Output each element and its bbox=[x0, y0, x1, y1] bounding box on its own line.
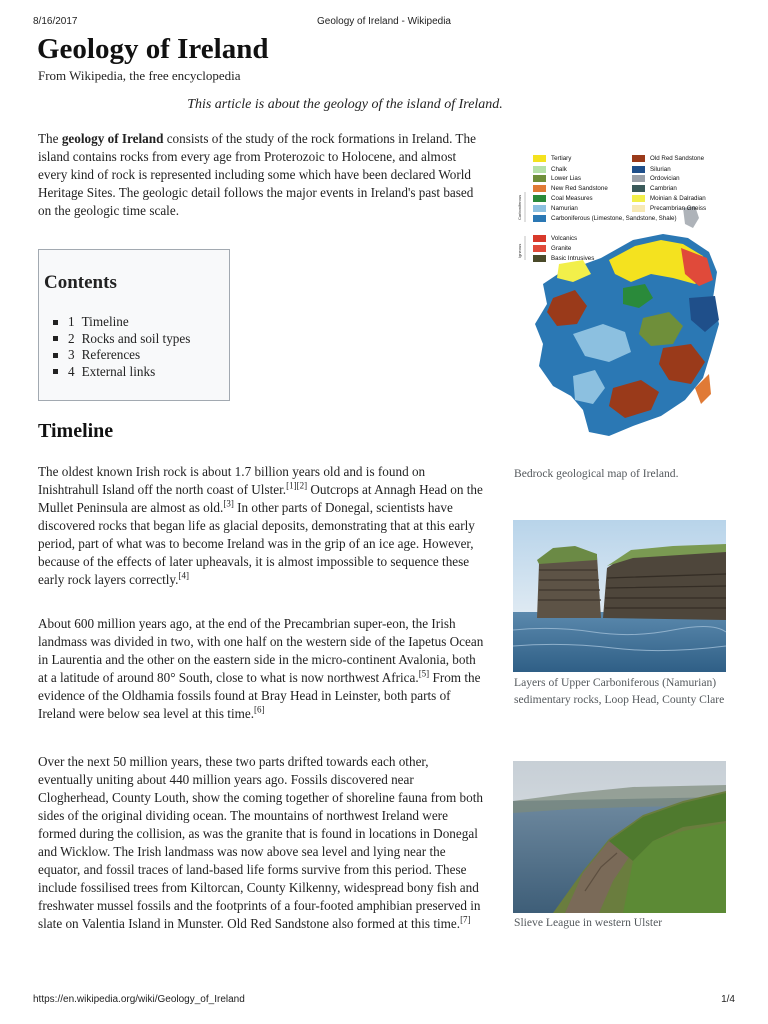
print-url: https://en.wikipedia.org/wiki/Geology_of_Ireland bbox=[33, 994, 245, 1005]
legend-silurian: Silurian bbox=[632, 166, 671, 173]
geological-map-figure[interactable] bbox=[513, 148, 726, 453]
bullet-icon bbox=[53, 353, 58, 358]
timeline-paragraph-3: Over the next 50 million years, these two parts drifted towards each other, eventually uniting about 440 million years ago. Fossils discovered near Clogherhead, County Louth, show the coming together of shoreline fauna from both sides of the original dividing ocean. The mountains of northwest Ireland were formed during the collision, as was the granite that is found in locations in Donegal and Wicklow. The Irish landmass was now above sea level and lying near the equator, and fossil traces of land-based life forms survive from this period. These include fossilised trees from Kiltorcan, County Kilkenny, widespread bony fish and freshwater mussel fossils and the footprints of a four-footed amphibian preserved in slate on Valentia Island in Munster. Old Red Sandstone also formed at this time.[7] bbox=[38, 754, 483, 931]
swatch-moinian-dalradian bbox=[632, 195, 645, 202]
bullet-icon bbox=[53, 336, 58, 341]
citation-3[interactable]: [3] bbox=[223, 498, 234, 509]
print-page-title: Geology of Ireland - Wikipedia bbox=[317, 16, 451, 27]
bullet-icon bbox=[53, 369, 58, 374]
legend-namurian: Namurian bbox=[533, 205, 578, 212]
legend-group-carboniferous: Carboniferous bbox=[517, 194, 522, 220]
slieve-league-image bbox=[513, 761, 726, 913]
section-heading-timeline: Timeline bbox=[38, 420, 114, 442]
hatnote: This article is about the geology of the island of Ireland. bbox=[187, 97, 503, 112]
swatch-volcanics bbox=[533, 235, 546, 242]
swatch-carboniferous bbox=[533, 215, 546, 222]
swatch-silurian bbox=[632, 166, 645, 173]
citation-1[interactable]: [1] bbox=[286, 480, 297, 491]
swatch-namurian bbox=[533, 205, 546, 212]
swatch-lower-lias bbox=[533, 175, 546, 182]
legend-carboniferous: Carboniferous (Limestone, Sandstone, Shale) bbox=[533, 215, 677, 222]
slieve-league-photo[interactable] bbox=[513, 761, 726, 913]
loop-head-photo[interactable] bbox=[513, 520, 726, 672]
legend-basic-intrusives: Basic Intrusives bbox=[533, 255, 594, 262]
table-of-contents bbox=[38, 249, 230, 401]
legend-tertiary: Tertiary bbox=[533, 155, 571, 162]
caption-geological-map: Bedrock geological map of Ireland. bbox=[514, 467, 679, 480]
swatch-granite bbox=[533, 245, 546, 252]
legend-group-igneous: Igneous bbox=[517, 243, 522, 258]
swatch-cambrian bbox=[632, 185, 645, 192]
print-date: 8/16/2017 bbox=[33, 16, 78, 27]
timeline-paragraph-2: About 600 million years ago, at the end of the Precambrian super-eon, the Irish landmass was divided in two, with one half on the western side of the Iapetus Ocean in Laurentia and the other on the eastern side in the micro-continent Avalonia, both at a latitude of around 80° South, close to what is now northwest Africa.[5] From the evidence of the Oldhamia fossils found at Bray Head in Leinster, both parts of Ireland were below sea level at this time.[6] bbox=[38, 616, 484, 721]
swatch-basic-intrusives bbox=[533, 255, 546, 262]
citation-2[interactable]: [2] bbox=[296, 480, 308, 491]
toc-item-timeline[interactable]: 1 Timeline bbox=[53, 314, 190, 331]
bold-term: geology of Ireland bbox=[61, 131, 164, 146]
print-page-number: 1/4 bbox=[721, 994, 735, 1005]
swatch-precambrian-gneiss bbox=[632, 205, 645, 212]
legend-cambrian: Cambrian bbox=[632, 185, 677, 192]
bullet-icon bbox=[53, 320, 58, 325]
caption-loop-head: Layers of Upper Carboniferous (Namurian) sedimentary rocks, Loop Head, County Clare bbox=[514, 676, 725, 706]
legend-chalk: Chalk bbox=[533, 166, 567, 173]
legend-old-red-sandstone: Old Red Sandstone bbox=[632, 155, 704, 162]
print-header bbox=[33, 16, 735, 30]
toc-item-references[interactable]: 3 References bbox=[53, 347, 190, 364]
swatch-old-red-sandstone bbox=[632, 155, 645, 162]
legend-volcanics: Volcanics bbox=[533, 235, 577, 242]
legend-moinian-dalradian: Moinian & Dalradian bbox=[632, 195, 706, 202]
swatch-coal-measures bbox=[533, 195, 546, 202]
caption-slieve-league: Slieve League in western Ulster bbox=[514, 916, 663, 929]
swatch-chalk bbox=[533, 166, 546, 173]
legend-ordovician: Ordovician bbox=[632, 175, 680, 182]
legend-precambrian-gneiss: Precambrian Gneiss bbox=[632, 205, 706, 212]
toc-title: Contents bbox=[44, 272, 117, 293]
print-footer bbox=[33, 994, 735, 1008]
geological-map-image bbox=[513, 148, 726, 453]
legend-lower-lias: Lower Lias bbox=[533, 175, 581, 182]
timeline-paragraph-1: The oldest known Irish rock is about 1.7 billion years old and is found on Inishtrahull Island off the north coast of Ulster.[1][2] Outcrops at Annagh Head on the Mullet Peninsula are almost as old.[3] In other parts of Donegal, scientists have discovered rocks that began life as glacial deposits, demonstrating that at this early period, part of what was to become Ireland was in the grip of an ice age. However, because of the effects of later upheavals, it is almost impossible to sequence these early rock layers correctly.[4] bbox=[38, 464, 483, 587]
citation-7[interactable]: [7] bbox=[460, 914, 471, 925]
loop-head-image bbox=[513, 520, 726, 672]
toc-item-rocks-and-soil-types[interactable]: 2 Rocks and soil types bbox=[53, 331, 190, 348]
swatch-tertiary bbox=[533, 155, 546, 162]
legend-new-red-sandstone: New Red Sandstone bbox=[533, 185, 608, 192]
legend-coal-measures: Coal Measures bbox=[533, 195, 593, 202]
article-title: Geology of Ireland bbox=[37, 33, 269, 65]
legend-granite: Granite bbox=[533, 245, 571, 252]
citation-4[interactable]: [4] bbox=[178, 570, 189, 581]
citation-6[interactable]: [6] bbox=[254, 704, 265, 715]
swatch-ordovician bbox=[632, 175, 645, 182]
swatch-new-red-sandstone bbox=[533, 185, 546, 192]
article-tagline: From Wikipedia, the free encyclopedia bbox=[38, 68, 241, 83]
toc-list bbox=[53, 314, 190, 380]
citation-5[interactable]: [5] bbox=[418, 668, 430, 679]
intro-paragraph: The geology of Ireland consists of the study of the rock formations in Ireland. The island contains rocks from every age from Proterozoic to Holocene, and almost every kind of rock is represented including some which have been declared World Heritage Sites. The geologic detail follows the major events in Ireland's past based on the geologic time scale. bbox=[38, 131, 476, 218]
toc-item-external-links[interactable]: 4 External links bbox=[53, 364, 190, 381]
